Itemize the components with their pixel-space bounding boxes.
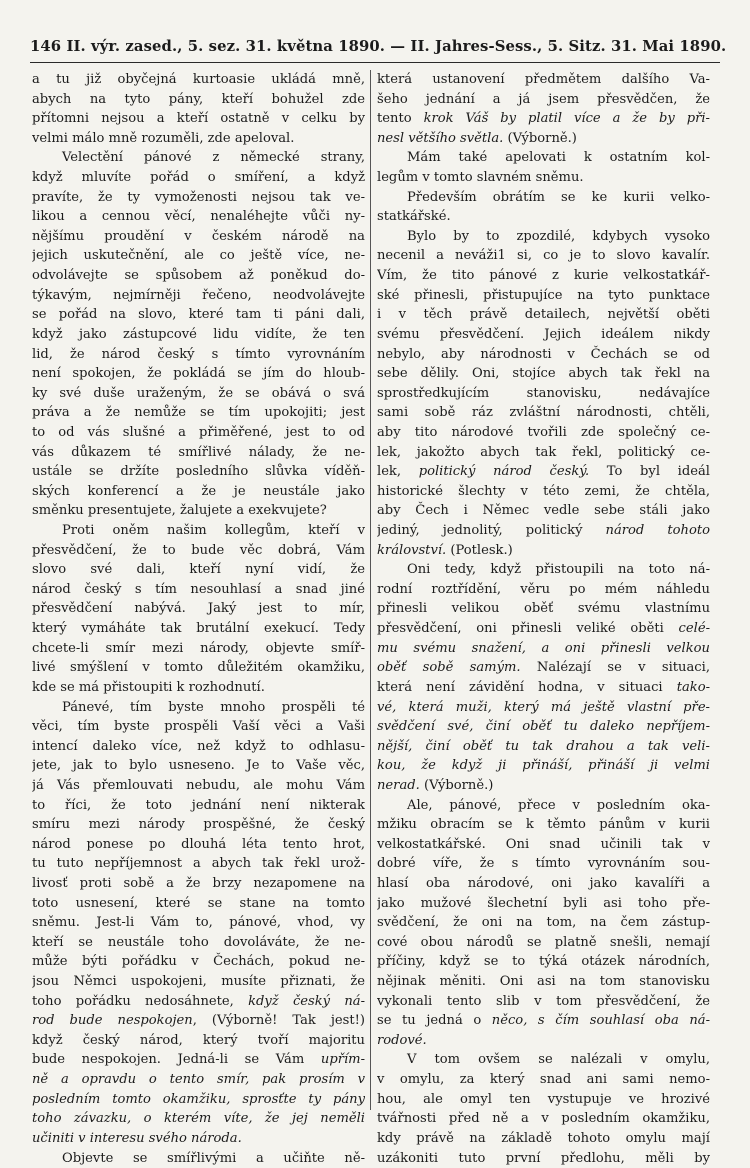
column-divider	[370, 70, 371, 1110]
text-run: velkostatkářské. Oni snad učinili tak v	[377, 836, 710, 852]
text-line	[377, 266, 710, 286]
text-line	[377, 952, 710, 972]
text-line	[32, 462, 365, 482]
text-line	[32, 541, 365, 561]
text-line	[377, 227, 710, 247]
italic-run: rod bude nespokojen	[32, 1013, 193, 1029]
text-line	[377, 756, 710, 776]
text-run: slovo své dali, kteří nyní vidí, že	[32, 562, 365, 578]
text-line	[377, 874, 710, 894]
text-line	[32, 1050, 365, 1070]
text-line	[377, 345, 710, 365]
text-line	[32, 894, 365, 914]
italic-run: mu svému snažení, a oni přinesli velkou	[377, 640, 710, 656]
text-run: svědčení, že oni na tom, na čem zástup-	[377, 915, 710, 931]
right-column	[377, 70, 710, 1168]
text-line	[32, 952, 365, 972]
text-line	[32, 815, 365, 835]
text-run: když jako zástupcové lidu vidíte, že ten	[32, 326, 365, 342]
left-column	[32, 70, 365, 1168]
text-line	[377, 541, 710, 561]
text-run: může býti pořádku v Čechách, pokud ne-	[32, 954, 365, 970]
text-run: když mluvíte pořád o smíření, a když	[32, 170, 365, 186]
text-run: já Vás přemlouvati nebudu, ale mohu Vám	[32, 777, 365, 793]
text-line	[32, 658, 365, 678]
text-line	[32, 364, 365, 384]
text-run: jediný, jednolitý, politický	[377, 523, 606, 539]
italic-run: vé, která muži, který má ještě vlastní pře-	[377, 699, 710, 715]
text-run: ky své duše uraženým, že se obává o svá	[32, 385, 365, 401]
text-run: Objevte se smířlivými a učiňte ně-	[62, 1150, 365, 1166]
text-line	[32, 90, 365, 110]
text-run: Především obrátím se ke kurii velko-	[407, 189, 710, 205]
text-line	[377, 698, 710, 718]
text-run: , (Výborně! Tak jest!)	[192, 1013, 365, 1029]
text-line	[32, 384, 365, 404]
text-run: V tom ovšem se nalézali v omylu,	[407, 1052, 710, 1068]
italic-run: krok Váš by platil více a že by při-	[423, 111, 710, 127]
italic-run: ně a opravdu o tento smír, pak prosím v	[32, 1072, 365, 1088]
text-run: sprostředkujícím stanovisku, nedávajíce	[377, 385, 710, 401]
text-line	[377, 894, 710, 914]
text-line	[377, 129, 710, 149]
text-line	[32, 521, 365, 541]
text-line	[32, 286, 365, 306]
text-line	[32, 737, 365, 757]
text-run: Pánevé, tím byste mnoho prospěli té	[62, 699, 365, 715]
text-line	[377, 1031, 710, 1051]
text-run: kdy právě na základě tohoto omylu mají	[377, 1130, 710, 1146]
text-run: nebylo, aby národnosti v Čechách se od	[377, 346, 710, 362]
text-run: bude nespokojen. Jedná-li se Vám	[32, 1052, 321, 1068]
text-run: smíru mezi národy prospěšné, že český	[32, 817, 365, 833]
text-line	[32, 1011, 365, 1031]
text-line	[32, 972, 365, 992]
text-run: věci, tím byste prospěli Vaší věci a Vaši	[32, 719, 365, 735]
italic-run: kou, že když ji přináší, přináší ji velmi	[377, 758, 710, 774]
text-run: ustále se držíte posledního slůvka víděň-	[32, 464, 365, 480]
text-run: Vím, že tito pánové z kurie velkostatkář-	[377, 268, 710, 284]
text-run: národ český s tím nesouhlasí a snad jiné	[32, 581, 365, 597]
text-line	[377, 423, 710, 443]
italic-run: národ tohoto	[605, 523, 710, 539]
text-line	[377, 619, 710, 639]
text-line	[32, 266, 365, 286]
italic-run: učiniti v interesu svého národa.	[32, 1130, 242, 1146]
text-line	[32, 188, 365, 208]
text-run: To byl ideál	[589, 464, 710, 480]
text-run: (Potlesk.)	[446, 542, 513, 558]
text-line	[32, 403, 365, 423]
text-line	[32, 443, 365, 463]
text-run: aby tito národové tvořili zde společný ce-	[377, 424, 710, 440]
text-run: nějšímu proudění v českém národě na	[32, 228, 365, 244]
text-line	[377, 246, 710, 266]
text-line	[32, 874, 365, 894]
text-line	[32, 639, 365, 659]
text-run: chcete-li smír mezi národy, objevte smíř-	[32, 640, 365, 656]
text-line	[32, 1149, 365, 1168]
text-line	[377, 913, 710, 933]
text-line	[32, 207, 365, 227]
text-line	[377, 972, 710, 992]
text-run: toho pořádku nedosáhnete,	[32, 993, 249, 1009]
text-line	[377, 109, 710, 129]
text-run: vás důkazem té smířlivé nálady, že ne-	[32, 444, 365, 460]
text-line	[32, 1109, 365, 1129]
text-run: Bylo by to zpozdilé, kdybych vysoko	[407, 228, 710, 244]
text-line	[377, 286, 710, 306]
text-run: rodní roztřídění, věru po mém náhledu	[377, 581, 710, 597]
text-run: abych na tyto pány, kteří bohužel zde	[32, 91, 365, 107]
text-run: lek, jakožto abych tak řekl, politický ce-	[377, 444, 710, 460]
italic-run: celé-	[678, 621, 710, 637]
text-line	[377, 325, 710, 345]
text-line	[32, 325, 365, 345]
text-run: přesvědčení, že to bude věc dobrá, Vám	[32, 542, 365, 558]
text-run: národ ponese po dlouhá léta tento hrot,	[32, 836, 365, 852]
text-line	[377, 70, 710, 90]
text-run: sami sobě ráz zvláštní národnosti, chtěli,	[377, 405, 710, 421]
italic-run: království.	[377, 542, 447, 558]
text-line	[32, 796, 365, 816]
page-header: 146 II. výr. zased., 5. sez. 31. května 1890. — II. Jahres-Sess., 5. Sitz. 31. Mai 1890.	[30, 38, 727, 55]
text-line	[32, 854, 365, 874]
text-run: livosť proti sobě a že brzy nezapomene na	[32, 875, 365, 891]
text-line	[32, 1129, 365, 1149]
text-run: Proti oněm našim kollegům, kteří v	[62, 523, 365, 539]
text-line	[32, 678, 365, 698]
text-line	[377, 835, 710, 855]
text-line	[32, 717, 365, 737]
italic-run: oběť sobě samým.	[377, 660, 521, 676]
text-run: která ustanovení předmětem dalšího Va-	[377, 72, 710, 87]
text-run: hou, ale omyl ten vystupuje ve hrozivé	[377, 1091, 710, 1107]
text-run: ských konferencí a že je neustále jako	[32, 483, 365, 499]
text-line	[32, 70, 365, 90]
text-run: týkavým, nejmírněji řečeno, neodvolávejte	[32, 287, 365, 303]
text-run: přinesli velikou oběť svému vlastnímu	[377, 601, 710, 617]
text-line	[32, 423, 365, 443]
text-line	[32, 756, 365, 776]
italic-run: svědčení své, činí oběť tu daleko nepříjem-	[377, 719, 710, 735]
text-run: když český národ, který tvoří majoritu	[32, 1032, 365, 1048]
text-run: uzákoniti tuto první předlohu, měli by	[377, 1150, 710, 1166]
text-line	[32, 168, 365, 188]
italic-run: nesl většího světla.	[377, 130, 504, 146]
text-line	[377, 717, 710, 737]
text-line	[377, 168, 710, 188]
text-line	[377, 403, 710, 423]
text-run: nějinak měniti. Oni asi na tom stanovisku	[377, 974, 710, 990]
italic-run: upřím-	[320, 1052, 365, 1068]
text-run: (Výborně.)	[503, 130, 577, 146]
text-line	[377, 1050, 710, 1070]
text-line	[32, 1090, 365, 1110]
text-line	[377, 207, 710, 227]
text-line	[377, 678, 710, 698]
text-run: ské přinesli, přistupujíce na tyto punktace	[377, 287, 710, 303]
text-line	[377, 599, 710, 619]
text-run: i v těch právě detailech, největší oběti	[377, 307, 710, 323]
text-line	[32, 109, 365, 129]
text-line	[377, 462, 710, 482]
text-run: jako mužové šlechetní byli asi toho pře-	[377, 895, 710, 911]
text-line	[377, 776, 710, 796]
text-line	[377, 364, 710, 384]
text-run: není spokojen, že pokládá se jím do hloub-	[32, 366, 365, 382]
text-run: to říci, že toto jednání není nikterak	[32, 797, 365, 813]
text-run: lid, že národ český s tímto vyrovnáním	[32, 346, 365, 362]
text-run: likou a cennou věcí, nenaléhejte vůči ny-	[32, 209, 365, 225]
text-line	[377, 580, 710, 600]
text-line	[32, 913, 365, 933]
italic-run: politický národ český.	[418, 464, 590, 480]
italic-run: nější, činí oběť tu tak drahou a tak veli-	[377, 738, 710, 754]
text-run: aby Čech i Němec vedle sebe stáli jako	[377, 503, 710, 519]
text-line	[377, 933, 710, 953]
text-run: kde se má přistoupiti k rozhodnutí.	[32, 679, 265, 695]
text-run: kteří se neustále toho dovoláváte, že ne-	[32, 934, 365, 950]
text-line	[377, 443, 710, 463]
text-run: se tu jedná o	[377, 1013, 492, 1029]
text-line	[32, 129, 365, 149]
text-run: tu tuto nepříjemnost a abych tak řekl urož-	[32, 856, 365, 872]
text-run: přesvědčení nabývá. Jaký jest to mír,	[32, 601, 365, 617]
text-run: pravíte, že ty vymoženosti nejsou tak ve-	[32, 189, 365, 205]
text-line	[32, 992, 365, 1012]
text-run: se pořád na slovo, které tam ti páni dali,	[32, 307, 365, 323]
header-rule	[30, 62, 720, 63]
italic-run: posledním tomto okamžiku, sprosťte ty pány	[32, 1091, 365, 1107]
text-run: Velectění pánové z německé strany,	[62, 150, 365, 166]
text-run: lek,	[377, 464, 419, 480]
text-run: historické šlechty v této zemi, že chtěla,	[377, 483, 710, 499]
text-line	[377, 148, 710, 168]
text-run: necenil a neváži1 si, co je to slovo kavalír.	[377, 248, 710, 264]
text-run: velmi málo mně rozuměli, zde apeloval.	[32, 130, 295, 146]
text-line	[377, 1070, 710, 1090]
text-run: odvolávejte se spůsobem až poněkud do-	[32, 268, 365, 284]
text-line	[32, 698, 365, 718]
italic-run: když český ná-	[248, 993, 365, 1009]
text-run: sebe dělily. Oni, stojíce abych tak řekl na	[377, 366, 710, 382]
text-run: to od vás slušné a přiměřené, jest to od	[32, 424, 365, 440]
text-line	[377, 384, 710, 404]
text-run: jsou Němci uspokojeni, musíte přiznati, že	[32, 974, 365, 990]
text-line	[32, 599, 365, 619]
text-line	[32, 227, 365, 247]
text-run: přesvědčení, oni přinesli veliké oběti	[377, 621, 679, 637]
italic-run: něco, s čím souhlasí oba ná-	[491, 1013, 710, 1029]
text-line	[377, 1090, 710, 1110]
text-run: který vymáháte tak brutální exekucí. Tedy	[32, 621, 365, 637]
text-run: jejich uskutečnění, ale co ještě více, ne-	[32, 248, 365, 264]
text-line	[32, 560, 365, 580]
text-run: vykonali tento slib v tom přesvědčení, že	[377, 993, 710, 1009]
text-run: hlasí oba národové, oni jako kavalíři a	[377, 875, 710, 891]
text-line	[377, 854, 710, 874]
text-run: Ale, pánové, přece v posledním oka-	[407, 797, 710, 813]
text-line	[32, 1070, 365, 1090]
text-line	[377, 501, 710, 521]
text-line	[32, 1031, 365, 1051]
text-line	[377, 560, 710, 580]
text-run: mžiku obracím se k těmto pánům v kurii	[377, 817, 710, 833]
text-line	[32, 246, 365, 266]
text-run: dobré víře, že s tímto vyrovnáním sou-	[377, 856, 710, 872]
text-line	[32, 619, 365, 639]
text-line	[377, 90, 710, 110]
text-run: legům v tomto slavném sněmu.	[377, 170, 584, 186]
text-line	[377, 737, 710, 757]
text-line	[377, 658, 710, 678]
text-line	[377, 482, 710, 502]
text-run: šeho jednání a já jsem přesvědčen, že	[377, 91, 710, 107]
text-run: v omylu, za který snad ani sami nemo-	[377, 1072, 710, 1088]
text-run: příčiny, když se to týká otázek národních,	[377, 954, 710, 970]
text-run: intencí daleko více, než když to odhlasu-	[32, 738, 365, 754]
text-run: statkářské.	[377, 209, 451, 225]
text-line	[377, 1011, 710, 1031]
text-run: která není závidění hodna, v situaci	[377, 679, 677, 695]
text-line	[377, 188, 710, 208]
text-line	[32, 482, 365, 502]
text-run: svému přesvědčení. Jejich ideálem nikdy	[377, 326, 710, 342]
text-run: Mám také apelovati k ostatním kol-	[407, 150, 710, 166]
text-line	[32, 933, 365, 953]
text-run: sněmu. Jest-li Vám to, pánové, vhod, vy	[32, 915, 365, 931]
italic-run: nerad.	[377, 777, 420, 793]
italic-run: toho závazku, o kterém víte, že jej neměli	[32, 1111, 365, 1127]
text-line	[377, 639, 710, 659]
text-line	[32, 148, 365, 168]
text-run: cové obou národů se platně snešli, nemají	[377, 934, 710, 950]
text-line	[32, 501, 365, 521]
text-run: a tu již obyčejná kurtoasie ukládá mně,	[32, 72, 365, 87]
text-line	[377, 521, 710, 541]
text-line	[32, 580, 365, 600]
text-line	[377, 305, 710, 325]
text-line	[377, 1149, 710, 1168]
text-line	[377, 1129, 710, 1149]
text-line	[32, 835, 365, 855]
text-run: práva a že nemůže se tím upokojiti; jest	[32, 405, 365, 421]
text-run: tento	[377, 111, 424, 127]
text-line	[377, 992, 710, 1012]
text-line	[377, 796, 710, 816]
text-line	[32, 345, 365, 365]
text-line	[32, 776, 365, 796]
text-run: tvářnosti před ně a v posledním okamžiku,	[377, 1111, 710, 1127]
text-run: Oni tedy, když přistoupili na toto ná-	[407, 562, 710, 578]
text-run: směnku presentujete, žalujete a exekvujete?	[32, 503, 327, 519]
text-run: Nalézají se v situaci,	[520, 660, 710, 676]
text-run: přítomni nejsou a kteří ostatně v celku by	[32, 111, 365, 127]
text-line	[377, 1109, 710, 1129]
italic-run: rodové.	[377, 1032, 427, 1048]
text-line	[377, 815, 710, 835]
text-run: toto usnesení, které se stane na tomto	[32, 895, 365, 911]
text-run: (Výborně.)	[419, 777, 494, 793]
text-line	[32, 305, 365, 325]
text-run: jete, jak to bylo usneseno. Je to Vaše věc,	[32, 758, 365, 774]
italic-run: tako-	[676, 679, 710, 695]
text-run: livé smýšlení v tomto důležitém okamžiku,	[32, 660, 365, 676]
